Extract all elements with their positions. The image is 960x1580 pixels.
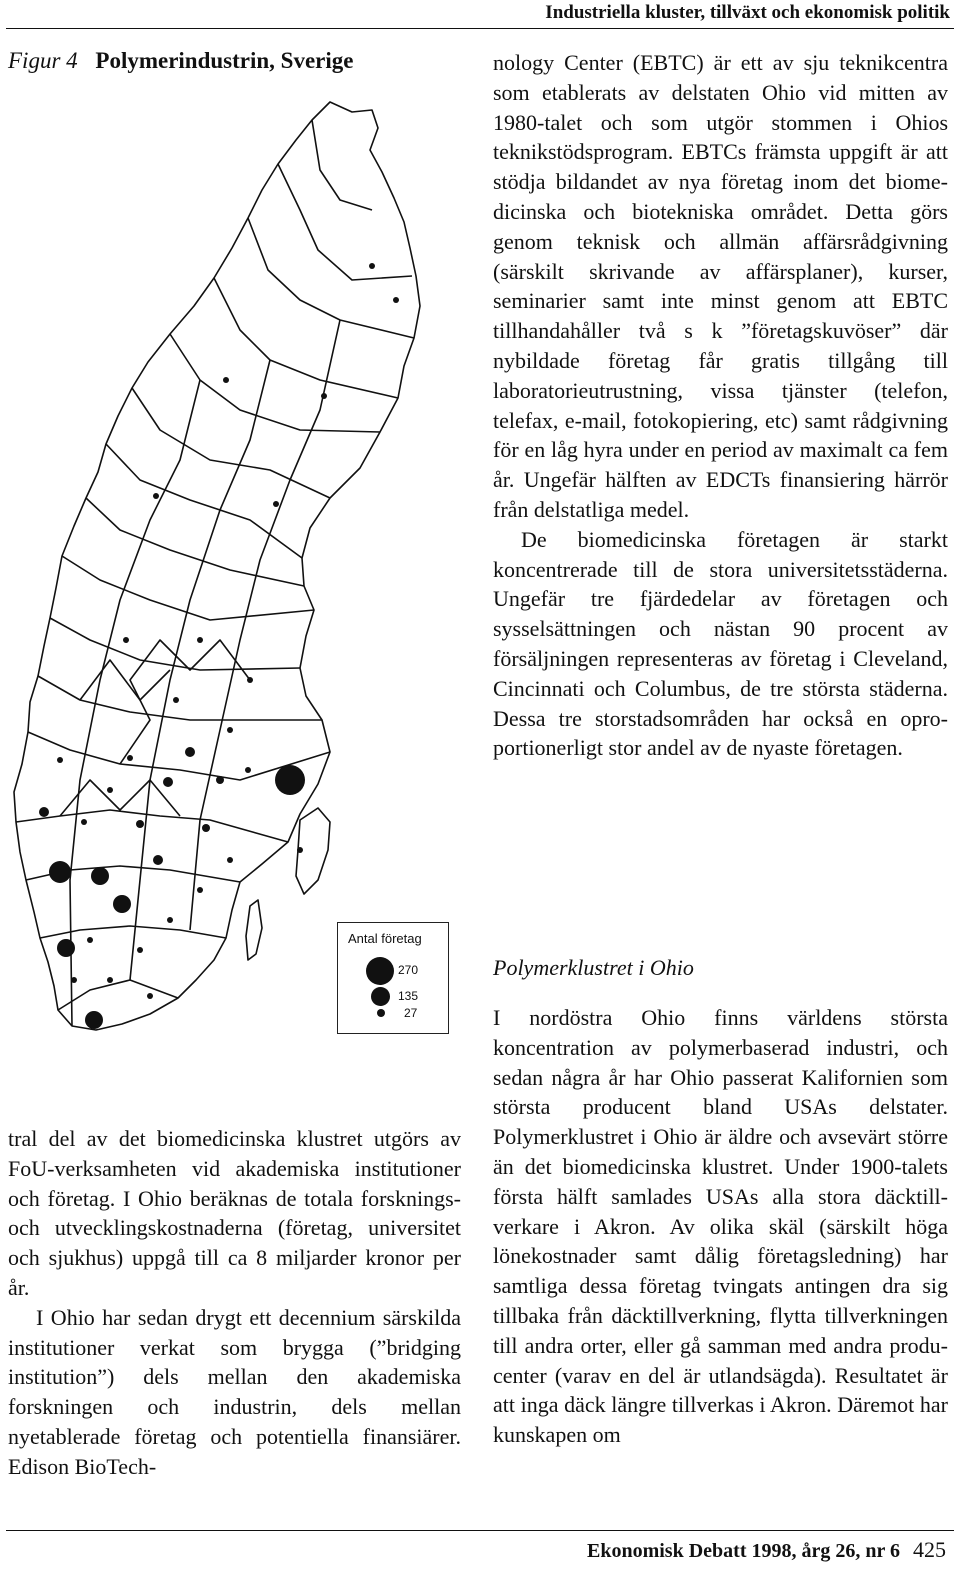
figure-title: Polymerindustrin, Sverige [95, 48, 354, 73]
map-dot [163, 777, 173, 787]
map-dot [369, 263, 375, 269]
map-dot [57, 939, 75, 957]
journal-citation: Ekonomisk Debatt 1998, årg 26, nr 6 [587, 1540, 900, 1562]
legend-dot-small [377, 1009, 385, 1017]
map-dot [127, 755, 133, 761]
map-dot [153, 493, 159, 499]
map-dot [223, 377, 229, 383]
map-dot [81, 819, 87, 825]
page-number: 425 [913, 1537, 946, 1562]
legend-dot-large [366, 957, 394, 985]
map-dot [273, 501, 279, 507]
map-dot [39, 807, 49, 817]
map-dot [227, 727, 233, 733]
map-dot [57, 757, 63, 763]
map-dot [123, 637, 129, 643]
paragraph: I nordöstra Ohio finns världens största koncentration av polymerbaserad industri, och sedan några år har Ohio passerat Kalifornien som största producent bland USAs delstater. Polymerklustret i Ohio är äldre och avsevärt större än det biomedicinska klustret. Under 1900-talets första hälft samlades USAs alla stora däcktillverkare i Akron. Av olika skäl (särskilt höga lönekostnader samt dålig företagsledning) har samtliga dessa företag tvingats antingen dra sig tillbaka från däcktillverkning, flytta tillverkningen till andra orter, eller gå samman med andra producenter (varav en del är utlandsägda). Resultatet är att inga däck längre tillverkas i Akron. Däremot har kunskapen om [493, 1005, 948, 1448]
map-dot [49, 861, 71, 883]
right-column-top [493, 48, 948, 763]
map-dot [173, 697, 179, 703]
map-dot [185, 747, 195, 757]
map-dot [202, 824, 210, 832]
legend-title: Antal företag [348, 931, 422, 946]
map-dot [147, 993, 153, 999]
map-dot [297, 847, 303, 853]
header-rule [6, 28, 954, 29]
oland-island [246, 900, 262, 960]
map-dot [393, 297, 399, 303]
paragraph: tral del av det biomedicinska klustret utgörs av FoU-verksamheten vid akademiska institutioner och företag. I Ohio beräknas de totala forsknings- och utvecklingskostnaderna (företag, universitet och sjukhus) uppgå till ca 8 miljarder kronor per år. [8, 1126, 461, 1300]
map-dot [227, 857, 233, 863]
map-dot [247, 677, 253, 683]
legend-value-large: 270 [398, 963, 419, 977]
footer-rule [6, 1530, 954, 1531]
legend-value-small: 27 [404, 1006, 418, 1020]
map-dot [85, 1011, 103, 1029]
map-legend [337, 922, 449, 1034]
section-heading: Polymerklustret i Ohio [493, 955, 694, 980]
figure-label: Figur 4 [8, 48, 78, 73]
map-dot [107, 787, 113, 793]
legend-value-medium: 135 [398, 989, 419, 1003]
sweden-map [0, 80, 480, 1040]
firm-dots [39, 263, 399, 1029]
figure-caption [8, 48, 353, 74]
map-dot [153, 855, 163, 865]
map-dot [71, 977, 77, 983]
map-dot [87, 937, 93, 943]
running-header: Industriella kluster, tillväxt och ekonomisk politik [545, 2, 950, 23]
paragraph: De biomedicinska företagen är starkt koncentrerade till de stora universitetsstäderna. Ungefär tre fjärdedelar av företagen och sysselsättningen och nästan 90 procent av försäljningen representeras av företag i Cleveland, Cincinnati och Columbus, de tre största städerna. Dessa tre storstadsområden har också en oproportionerligt stor andel av de nyaste företagen. [493, 526, 948, 761]
map-dot [216, 776, 224, 784]
map-dot [136, 820, 144, 828]
map-dot [113, 895, 131, 913]
map-dot [197, 887, 203, 893]
map-dot [245, 767, 251, 773]
map-dot [137, 947, 143, 953]
left-column-bottom [8, 1124, 461, 1482]
paragraph: I Ohio har sedan drygt ett decennium särskilda institutioner verkat som brygga (”bridging institution”) dels mellan den akademiska forskningen och industrin, dels mellan nyetablerade företag och potentiella finansiärer. Edison BioTech- [8, 1304, 461, 1479]
right-column-bottom [493, 1003, 948, 1450]
map-dot [321, 393, 327, 399]
map-dot [91, 867, 109, 885]
map-dot [107, 977, 113, 983]
page-footer [587, 1537, 946, 1563]
map-dot [275, 765, 305, 795]
map-dot [167, 917, 173, 923]
paragraph: nology Center (EBTC) är ett av sju teknikcentra som etablerats av delstaten Ohio vid mitten av 1980-talet och som utgör stommen i Ohios teknikstödsprogram. EBTCs främsta uppgift är att stödja bildandet av nya företag inom det biomedicinska och biotekniska området. Detta görs genom teknisk och allmän affärsrådgivning (särskilt skrivande av affärsplaner), kurser, seminarier samt inte minst genom att EBTC tillhandahåller två s k ”företagskuvöser” där nybildade företag får gratis tillgång till laboratorieutrustning, vissa tjänster (telefon, telefax, e-mail, fotokopiering, etc) samt rådgivning för en låg hyra under en period av maximalt ca fem år. Ungefär hälften av EDCTs finansiering härrör från delstatliga medel. [493, 50, 948, 522]
map-dot [197, 637, 203, 643]
legend-dot-medium [371, 987, 390, 1006]
